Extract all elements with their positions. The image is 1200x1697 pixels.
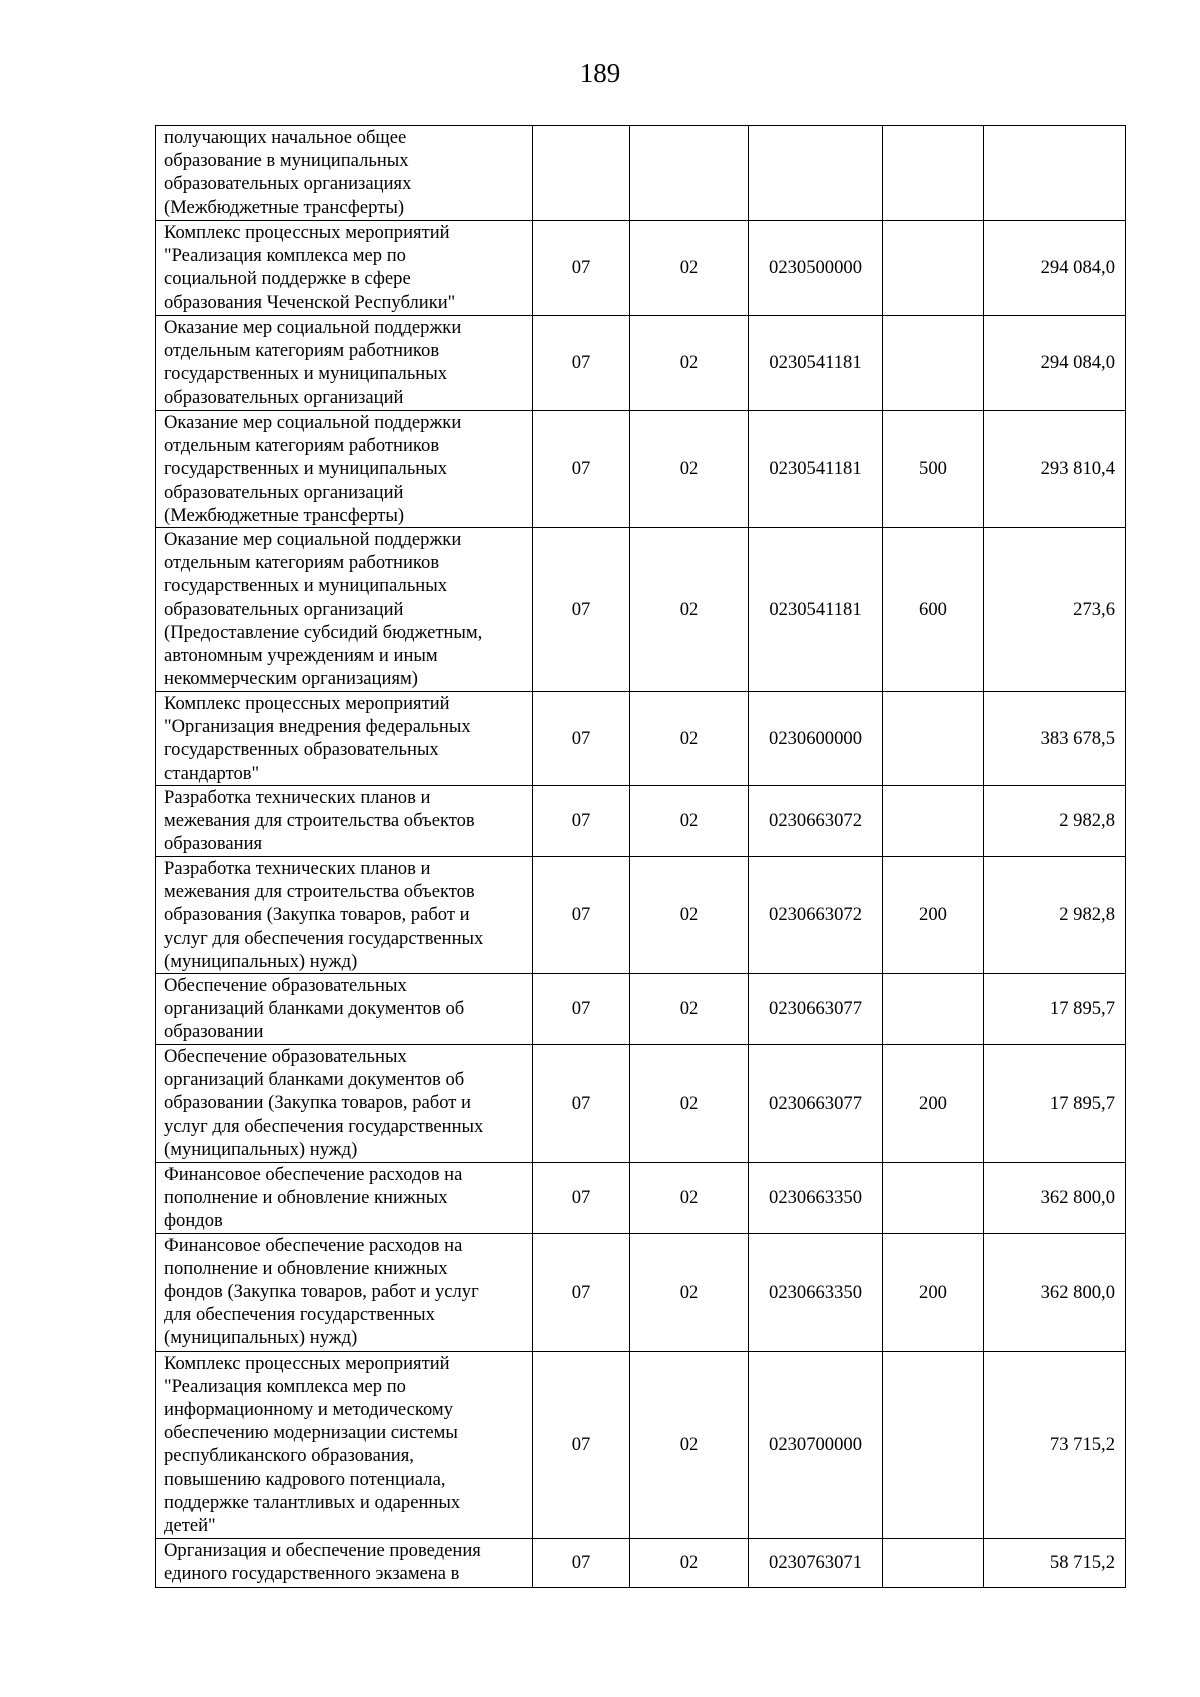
- expense-type-cell: [883, 126, 984, 221]
- section-code-cell: 07: [533, 221, 630, 316]
- expense-type-cell: [883, 974, 984, 1045]
- section-code-cell: 07: [533, 1538, 630, 1587]
- section-code-cell: 07: [533, 1233, 630, 1351]
- section-code-cell: 07: [533, 1351, 630, 1538]
- row-name-cell: Финансовое обеспечение расходов на пополнение и обновление книжных фондов (Закупка товаров, работ и услуг для обеспечения государственных (муниципальных) нужд): [156, 1233, 533, 1351]
- expense-type-cell: [883, 692, 984, 786]
- amount-cell: 73 715,2: [984, 1351, 1126, 1538]
- row-name-cell: Разработка технических планов и межевания для строительства объектов образования (Закупка товаров, работ и услуг для обеспечения государственных (муниципальных) нужд): [156, 857, 533, 974]
- target-article-cell: 0230541181: [749, 528, 883, 692]
- table-row: [156, 126, 1126, 221]
- row-name-cell: Оказание мер социальной поддержки отдельным категориям работников государственных и муниципальных образовательных организаций (Предоставление субсидий бюджетным, автономным учреждениям и иным некоммерческим организациям): [156, 528, 533, 692]
- subsection-code-cell: 02: [630, 857, 749, 974]
- amount-cell: 362 800,0: [984, 1163, 1126, 1234]
- target-article-cell: 0230500000: [749, 221, 883, 316]
- target-article-cell: 0230663072: [749, 786, 883, 857]
- row-name-cell: Организация и обеспечение проведения единого государственного экзамена в: [156, 1538, 533, 1587]
- target-article-cell: 0230700000: [749, 1351, 883, 1538]
- amount-cell: 58 715,2: [984, 1538, 1126, 1587]
- section-code-cell: [533, 126, 630, 221]
- table-row: [156, 974, 1126, 1045]
- table-row: [156, 1163, 1126, 1234]
- row-name-cell: получающих начальное общее образование в муниципальных образовательных организациях (Межбюджетные трансферты): [156, 126, 533, 221]
- row-name-cell: Разработка технических планов и межевания для строительства объектов образования: [156, 786, 533, 857]
- subsection-code-cell: 02: [630, 1045, 749, 1163]
- row-name-cell: Комплекс процессных мероприятий "Реализация комплекса мер по информационному и методическому обеспечению модернизации системы республиканского образования, повышению кадрового потенциала, поддержке талантливых и одаренных детей": [156, 1351, 533, 1538]
- expense-type-cell: [883, 316, 984, 411]
- subsection-code-cell: 02: [630, 786, 749, 857]
- expense-type-cell: [883, 1351, 984, 1538]
- section-code-cell: 07: [533, 1163, 630, 1234]
- table-row: [156, 1538, 1126, 1587]
- row-name-cell: Комплекс процессных мероприятий "Организация внедрения федеральных государственных образовательных стандартов": [156, 692, 533, 786]
- section-code-cell: 07: [533, 692, 630, 786]
- row-name-cell: Оказание мер социальной поддержки отдельным категориям работников государственных и муниципальных образовательных организаций: [156, 316, 533, 411]
- subsection-code-cell: 02: [630, 1163, 749, 1234]
- table-row: [156, 528, 1126, 692]
- target-article-cell: 0230663077: [749, 1045, 883, 1163]
- expense-type-cell: [883, 1538, 984, 1587]
- row-name-cell: Оказание мер социальной поддержки отдельным категориям работников государственных и муниципальных образовательных организаций (Межбюджетные трансферты): [156, 411, 533, 528]
- amount-cell: 362 800,0: [984, 1233, 1126, 1351]
- subsection-code-cell: [630, 126, 749, 221]
- amount-cell: 383 678,5: [984, 692, 1126, 786]
- page-number: 189: [579, 58, 621, 88]
- target-article-cell: 0230663350: [749, 1233, 883, 1351]
- subsection-code-cell: 02: [630, 1538, 749, 1587]
- subsection-code-cell: 02: [630, 974, 749, 1045]
- target-article-cell: 0230663072: [749, 857, 883, 974]
- table-row: [156, 1351, 1126, 1538]
- amount-cell: 294 084,0: [984, 316, 1126, 411]
- budget-table-body: [156, 126, 1126, 1588]
- target-article-cell: 0230541181: [749, 411, 883, 528]
- expense-type-cell: 200: [883, 857, 984, 974]
- amount-cell: 273,6: [984, 528, 1126, 692]
- amount-cell: 17 895,7: [984, 974, 1126, 1045]
- table-row: [156, 786, 1126, 857]
- table-row: [156, 692, 1126, 786]
- section-code-cell: 07: [533, 1045, 630, 1163]
- section-code-cell: 07: [533, 411, 630, 528]
- budget-table: [155, 125, 1126, 1588]
- amount-cell: 2 982,8: [984, 857, 1126, 974]
- section-code-cell: 07: [533, 316, 630, 411]
- table-row: [156, 1045, 1126, 1163]
- amount-cell: 17 895,7: [984, 1045, 1126, 1163]
- target-article-cell: 0230663350: [749, 1163, 883, 1234]
- table-row: [156, 411, 1126, 528]
- expense-type-cell: [883, 786, 984, 857]
- row-name-cell: Комплекс процессных мероприятий "Реализация комплекса мер по социальной поддержке в сфере образования Чеченской Республики": [156, 221, 533, 316]
- section-code-cell: 07: [533, 974, 630, 1045]
- target-article-cell: 0230600000: [749, 692, 883, 786]
- section-code-cell: 07: [533, 528, 630, 692]
- subsection-code-cell: 02: [630, 1233, 749, 1351]
- amount-cell: 2 982,8: [984, 786, 1126, 857]
- table-row: [156, 857, 1126, 974]
- section-code-cell: 07: [533, 786, 630, 857]
- row-name-cell: Обеспечение образовательных организаций бланками документов об образовании: [156, 974, 533, 1045]
- table-row: [156, 1233, 1126, 1351]
- amount-cell: [984, 126, 1126, 221]
- expense-type-cell: [883, 1163, 984, 1234]
- expense-type-cell: 500: [883, 411, 984, 528]
- target-article-cell: [749, 126, 883, 221]
- row-name-cell: Финансовое обеспечение расходов на пополнение и обновление книжных фондов: [156, 1163, 533, 1234]
- expense-type-cell: [883, 221, 984, 316]
- amount-cell: 294 084,0: [984, 221, 1126, 316]
- expense-type-cell: 200: [883, 1045, 984, 1163]
- subsection-code-cell: 02: [630, 411, 749, 528]
- subsection-code-cell: 02: [630, 221, 749, 316]
- target-article-cell: 0230663077: [749, 974, 883, 1045]
- subsection-code-cell: 02: [630, 1351, 749, 1538]
- table-row: [156, 221, 1126, 316]
- subsection-code-cell: 02: [630, 316, 749, 411]
- subsection-code-cell: 02: [630, 692, 749, 786]
- table-row: [156, 316, 1126, 411]
- section-code-cell: 07: [533, 857, 630, 974]
- target-article-cell: 0230541181: [749, 316, 883, 411]
- row-name-cell: Обеспечение образовательных организаций бланками документов об образовании (Закупка товаров, работ и услуг для обеспечения государственных (муниципальных) нужд): [156, 1045, 533, 1163]
- expense-type-cell: 200: [883, 1233, 984, 1351]
- target-article-cell: 0230763071: [749, 1538, 883, 1587]
- amount-cell: 293 810,4: [984, 411, 1126, 528]
- expense-type-cell: 600: [883, 528, 984, 692]
- subsection-code-cell: 02: [630, 528, 749, 692]
